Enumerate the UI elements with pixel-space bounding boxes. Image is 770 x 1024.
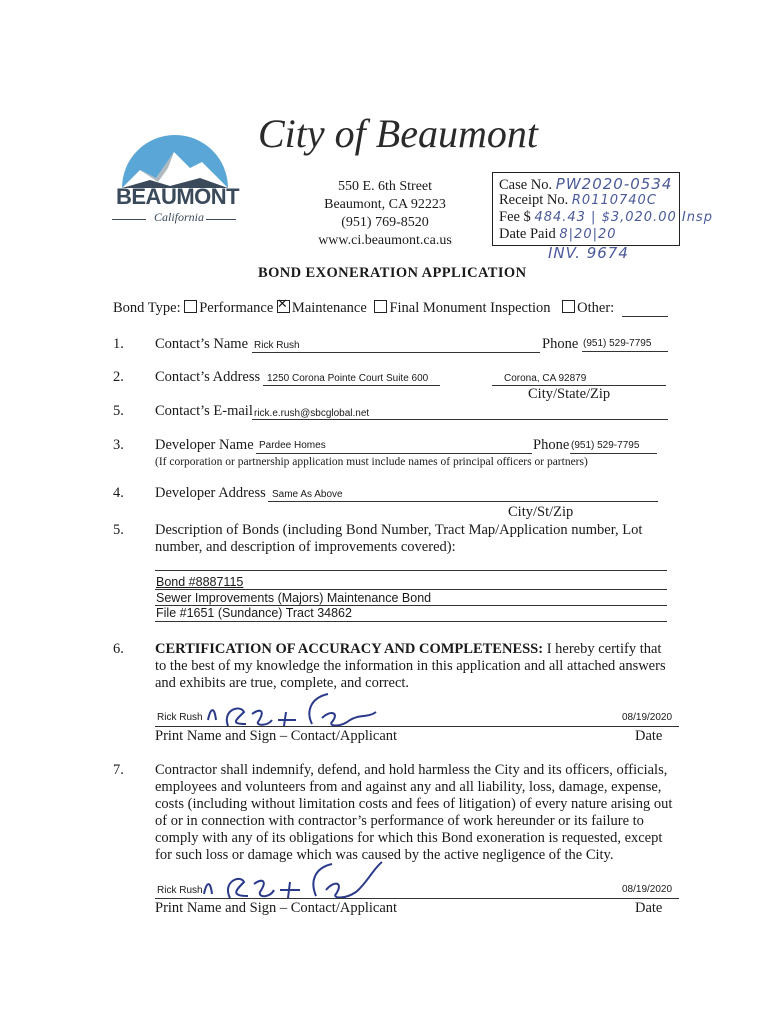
case-no-label: Case No. [499,177,553,193]
phone-label: Phone [542,336,579,352]
form-title: BOND EXONERATION APPLICATION [258,265,527,281]
certification-line-1 [155,641,661,658]
contact-address-label: Contact’s Address [155,369,261,385]
option-final-monument-label: Final Monument Inspection [389,300,551,316]
indemnify-print-name[interactable]: Rick Rush [157,885,203,896]
indemnify-date-label: Date [635,900,663,916]
contact-phone-line [582,351,668,352]
other-field-line [622,316,668,317]
city-title: City of Beaumont [258,111,538,156]
cert-date-value[interactable]: 08/19/2020 [622,712,673,723]
cert-sign-label: Print Name and Sign – Contact/Applicant [155,728,398,744]
address-city: Beaumont, CA 92223 [324,197,446,212]
description-label-2: number, and description of improvements covered): [155,539,456,555]
certification-heading: CERTIFICATION OF ACCURACY AND COMPLETENESS: [155,641,544,657]
indemnify-line: for such loss or damage which was caused by the active negligence of the City. [155,847,614,863]
indemnify-sign-label: Print Name and Sign – Contact/Applicant [155,900,398,916]
contact-email-value[interactable]: rick.e.rush@sbcglobal.net [254,408,370,419]
contact-city-value[interactable]: Corona, CA 92879 [504,373,587,384]
option-other-label: Other: [577,300,615,316]
description-value-2[interactable]: Sewer Improvements (Majors) Maintenance Bond [156,591,432,605]
developer-phone-value[interactable]: (951) 529-7795 [571,440,640,451]
contact-name-line [252,352,540,353]
contact-phone-value[interactable]: (951) 529-7795 [583,338,652,349]
developer-address-value[interactable]: Same As Above [272,489,343,500]
date-paid-label: Date Paid [499,226,556,242]
contact-address-value[interactable]: 1250 Corona Pointe Court Suite 600 [267,373,429,384]
developer-name-line [256,453,532,454]
indemnify-line: of or in connection with contractor’s performance of work hereunder or its failure to [155,813,644,829]
indemnify-sign-line [155,898,679,899]
certification-text-2: to the best of my knowledge the information in this application and all attached answers [155,658,666,674]
certification-text-1: I hereby certify that [546,641,662,657]
contact-email-label: Contact’s E-mail [155,403,253,419]
item-number: 1. [113,336,124,352]
address-street: 550 E. 6th Street [337,179,433,194]
office-use-box [492,172,713,246]
item-number: 3. [113,437,124,453]
contact-name-label: Contact’s Name [155,336,249,352]
contact-name-value[interactable]: Rick Rush [254,340,300,351]
developer-phone-label: Phone [533,437,570,453]
indemnify-line: comply with any of its obligations for which this Bond exoneration is requested, except [155,830,663,846]
address-web: www.ci.beaumont.ca.us [318,233,452,248]
logo-subtext: California [154,210,205,224]
indemnify-date-value[interactable]: 08/19/2020 [622,884,673,895]
item-number: 5. [113,403,124,419]
description-line [155,621,667,622]
city-state-zip-label: City/State/Zip [528,386,611,402]
developer-address-label: Developer Address [155,485,266,501]
city-st-zip-label: City/St/Zip [508,504,574,520]
receipt-no-value: R0110740C [571,193,657,208]
option-performance-label: Performance [199,300,274,316]
cert-sign-line [155,726,679,727]
indemnify-line: employees and volunteers from and against any and all liability, loss, damage, expense, [155,779,662,795]
city-logo [110,128,240,233]
indemnify-line: Contractor shall indemnify, defend, and hold harmless the City and its officers, officials, [155,762,668,778]
developer-note: (If corporation or partnership application must include names of principal officers or partners) [155,456,588,468]
item-number: 4. [113,485,124,501]
city-address [290,178,480,250]
address-phone: (951) 769-8520 [341,215,429,230]
item-number: 2. [113,369,124,385]
checkbox-other[interactable] [562,300,575,313]
item-number: 6. [113,641,124,657]
case-no-value: PW2020-0534 [555,175,673,193]
option-maintenance-label: Maintenance [291,300,367,316]
description-line [155,589,667,590]
invoice-note: INV. 9674 [548,244,629,262]
developer-phone-line [570,453,657,454]
item-number: 7. [113,762,124,778]
description-value-3[interactable]: File #1651 (Sundance) Tract 34862 [156,606,352,620]
indemnify-text [155,762,680,864]
developer-name-value[interactable]: Pardee Homes [259,440,326,451]
receipt-no-label: Receipt No. [499,192,569,208]
bond-type-label: Bond Type: [113,300,181,316]
contact-email-line [252,419,668,420]
checkbox-performance[interactable] [184,300,197,313]
date-paid-value: 8|20|20 [559,227,617,242]
certification-text-3: and exhibits are true, complete, and correct. [155,675,410,691]
contact-address-line [263,385,440,386]
checkbox-maintenance[interactable] [277,300,290,313]
cert-print-name[interactable]: Rick Rush [157,712,203,723]
bond-type-row [113,300,614,317]
checkbox-final-monument[interactable] [374,300,387,313]
cert-date-label: Date [635,728,663,744]
indemnify-line: costs (including without limitation costs and fees of litigation) of every nature arising out [155,796,673,812]
fee-label: Fee $ [499,209,531,225]
developer-name-label: Developer Name [155,437,254,453]
logo-wordmark: BEAUMONT [116,184,240,209]
item-number: 5. [113,522,124,538]
description-line [155,570,667,571]
developer-address-line [268,501,658,502]
description-value-1[interactable]: Bond #8887115 [156,575,244,589]
description-label-1: Description of Bonds (including Bond Number, Tract Map/Application number, Lot [155,522,643,538]
fee-value: 484.43 | $3,020.00 Insp [534,210,713,225]
